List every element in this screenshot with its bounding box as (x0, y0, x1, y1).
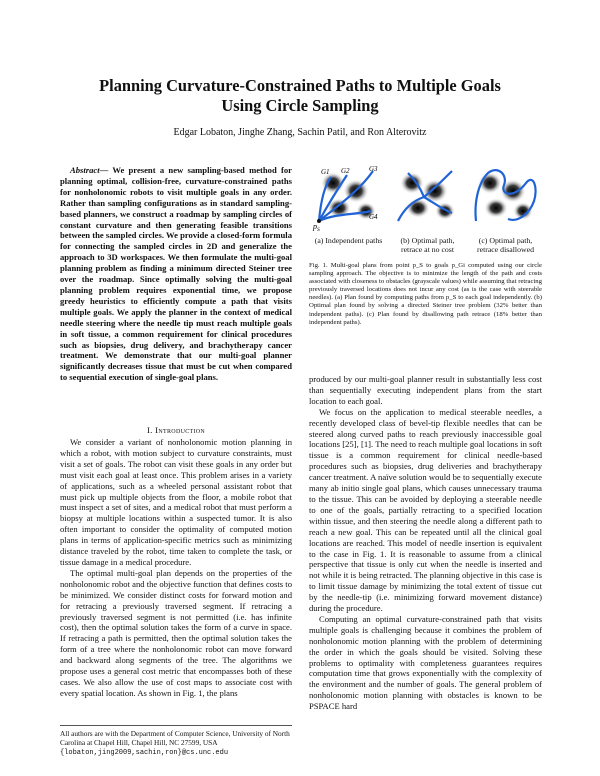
right-column-body (309, 374, 542, 712)
figure-subcaption-b: (b) Optimal path, retrace at no cost (400, 236, 455, 254)
figure-panel-b (390, 163, 465, 233)
figure-panel-a (311, 163, 386, 233)
footnote-affiliation: All authors are with the Department of Computer Science, University of North Carolina at Chapel Hill, Chapel Hill, NC 27599, USA (60, 729, 290, 747)
start-point-marker (317, 219, 321, 223)
introduction-body (60, 437, 292, 699)
author-list: Edgar Lobaton, Jinghe Zhang, Sachin Patil, and Ron Alterovitz (173, 127, 427, 138)
figure-panel-c (468, 163, 543, 233)
right-paragraph-3: Computing an optimal curvature-constrained path that visits multiple goals is challenging because it combines the problem of nonholonomic motion planning with the problem of determining the order in which the goals should be visited. Solving these problems to optimality with completeness guarantees requires computation time that grows exponentially with the complexity of the environment and the number of goals. The general problem of nonholonomic motion planning with obstacles is known to be PSPACE hard (309, 613, 542, 712)
label-start: $p_S$ (313, 222, 320, 233)
label-goal-3: G3 (369, 165, 378, 173)
figure-subcaption-a: (a) Independent paths (314, 236, 383, 245)
footnote-email: {lobaton,jing2009,sachin,ron}@cs.unc.edu (60, 749, 229, 757)
intro-paragraph-1: We consider a variant of nonholonomic motion planning in which a robot, with motion subject to curvature constraints, must visit a set of goals. The robot can visit these goals in any order but must visit each goal at least once. This problem arises in a variety of applications, such as a wheeled personal assistant robot that must pick up multiple objects from the floor, a mobile robot that must inspect a set of sites, and a medical robot that must perform a biopsy at multiple locations within a suspected tumor. It is also often important to consider the optimality of computed motion plans in terms of application-specific metrics such as minimizing distance traveled by the robot, time taken to complete the task, or tissue damage in a medical procedure. (60, 437, 292, 567)
right-paragraph-2: We focus on the application to medical steerable needles, a recently developed class of bevel-tip flexible needles that can be steered along curved paths to reach previously inaccessible goal locations [25], [1]. The need to reach multiple goal locations in soft tissue is a common requirement for clinical needle-based procedures such as biopsies, drug deliveries and brachytherapy cancer treatment. A naïve solution would be to sequentially execute many ab initio single goal plans, which causes unnecessary trauma to the tissue. This can be avoided by deploying a steerable needle to one of the goals, partially retracting to a specified location within tissue, and then steering the needle along a different path to reach a new goal. This can be repeated until all the clinical goal locations are reached. This model of needle insertion is equivalent to the case in Fig. 1. It is reasonable to assume from a clinical perspective that tissue is only cut when the needle is inserted and not while it is being retracted. The planning objective in this case is to limit tissue damage by minimizing the total extent of tissue cut by the needle-tip (i.e. minimizing forward movement distance) during the procedure. (309, 406, 542, 614)
intro-paragraph-2: The optimal multi-goal plan depends on the properties of the nonholonomic robot and the objective function that defines costs to be minimized. We consider distinct costs for forward motion and for retracing a previously traversed segment. If retracing a previously traversed segment is not permitted (i.e. has infinite cost), then the optimal solution takes the form of a curve in space. If retracing a path is permitted, then the optimal solution takes the form of a tree where the nonholonomic robot can move forward and backward along segments of the tree. The algorithms we propose uses a general cost metric that encompasses both of these cases. We also allow the use of cost maps to associate cost with every spatial location. As shown in Fig. 1, the plans (60, 567, 292, 698)
footnote (60, 725, 292, 758)
title-line-2: Using Circle Sampling (221, 96, 379, 115)
right-paragraph-1: produced by our multi-goal planner result in substantially less cost than sequentially executing independent plans from the start location to each goal. (309, 374, 542, 406)
label-goal-2: G2 (341, 167, 350, 175)
abstract-text: — We present a new sampling-based method for planning optimal, collision-free, curvature-constrained paths for nonholonomic robots to visit multiple goals in any order. Rather than sampling configurations as in standard sampling-based planners, we construct a roadmap by sampling circles of constant curvature and then generating feasible transitions between the sampled circles. We provide a closed-form formula for connecting the sampled circles in 2D and generalize the approach to 3D workspaces. We then formulate the multi-goal planning problem as finding a minimum directed Steiner tree over the roadmap. Since optimally solving the multi-goal planning problem requires exponential time, we propose greedy heuristics to efficiently compute a path that visits multiple goals. We apply the planner in the context of medical needle steering where the needle tip must reach multiple goals in soft tissue, a common requirement for clinical procedures such as biopsies, drug delivery, and brachytherapy cancer treatment. We demonstrate that our multi-goal planner significantly decreases tissue that must be cut when compared to sequential execution of single-goal plans. (60, 165, 292, 383)
figure-caption: Fig. 1. Multi-goal plans from point p_S to goals p_Gi computed using our circle sampling approach. The objective is to minimize the length of the path and costs associated with closeness to obstacles (grayscale values) while assuming that retracing previously traversed locations does not incur any cost (as is the case with steerable needles). (a) Plan found by computing paths from p_S to each goal independently. (b) Optimal plan found by solving a directed Steiner tree problem (32% better than independent paths). (c) Plan found by disallowing path retrace (18% better than independent paths). (309, 262, 542, 326)
figure-subcaption-c: (c) Optimal path, retrace disallowed (477, 236, 534, 254)
label-goal-4: G4 (369, 213, 378, 221)
section-heading-introduction: I. Introduction (146, 425, 206, 435)
abstract (60, 165, 292, 383)
title-line-1: Planning Curvature-Constrained Paths to Multiple Goals (99, 76, 501, 95)
label-goal-1: G1 (321, 168, 330, 176)
paper-title (40, 76, 560, 116)
abstract-label: Abstract (70, 165, 100, 175)
